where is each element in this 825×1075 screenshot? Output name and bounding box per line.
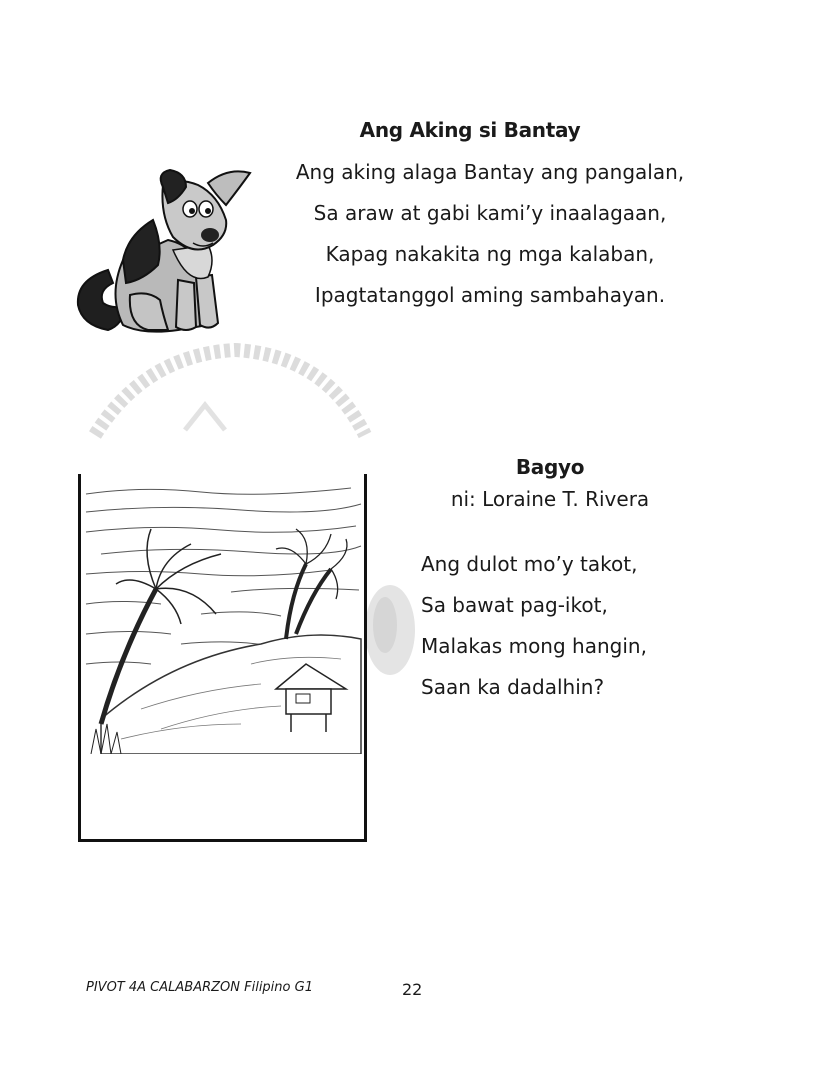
- poem-body-bantay: [255, 157, 725, 321]
- poem-line: Sa bawat pag-ikot,: [421, 593, 608, 617]
- poem-author: ni: Loraine T. Rivera: [450, 487, 650, 511]
- poem-line: Saan ka dadalhin?: [421, 675, 605, 699]
- poem-line: Ipagtatanggol aming sambahayan.: [314, 283, 666, 307]
- dog-illustration: [68, 165, 258, 340]
- poem-line: Malakas mong hangin,: [421, 634, 647, 658]
- page-number: 22: [402, 980, 423, 999]
- poem-body-bagyo: [421, 549, 721, 713]
- poem-title-bagyo: Bagyo: [515, 455, 585, 479]
- storm-illustration-frame: [78, 474, 367, 842]
- footer-label: PIVOT 4A CALABARZON Filipino G1: [86, 980, 313, 995]
- poem-line: Ang dulot mo’y takot,: [421, 552, 638, 576]
- poem-line: Sa araw at gabi kami’y inaalagaan,: [313, 201, 667, 225]
- poem-title-bantay: Ang Aking si Bantay: [359, 118, 581, 142]
- storm-illustration: [81, 474, 364, 754]
- seal-watermark: [85, 335, 375, 445]
- poem-line: Kapag nakakita ng mga kalaban,: [325, 242, 655, 266]
- poem-line: Ang aking alaga Bantay ang pangalan,: [295, 160, 685, 184]
